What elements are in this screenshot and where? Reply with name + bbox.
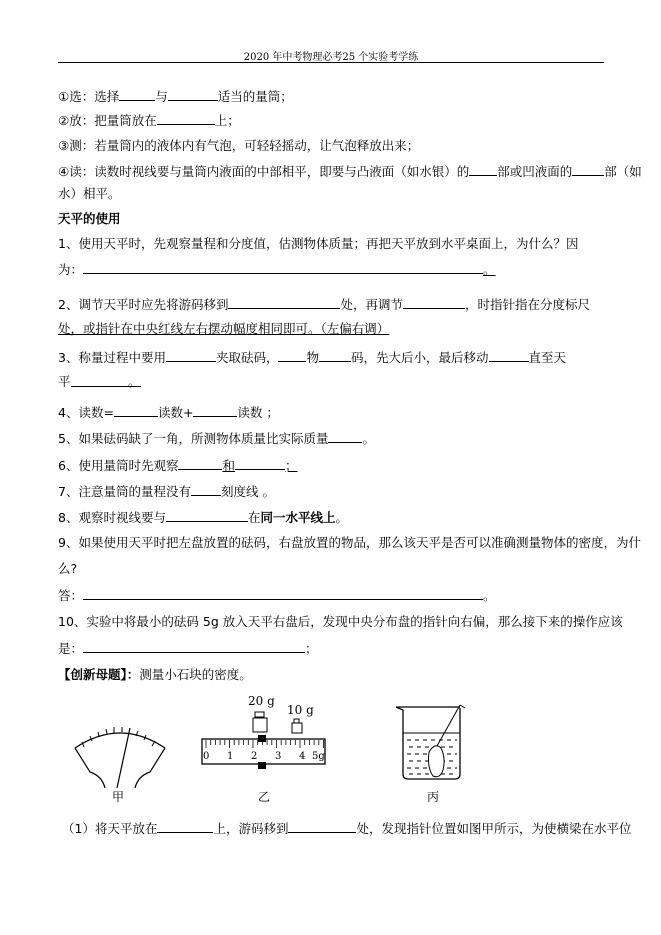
text: 码，先大后小，最后移动 (351, 350, 489, 365)
weight-label-10g: 10 g (287, 703, 314, 717)
weight-20g-knob (255, 712, 264, 717)
blank[interactable] (83, 640, 305, 653)
text: 是： (58, 641, 84, 656)
blank[interactable] (403, 296, 465, 309)
line-select (58, 88, 293, 105)
text: 与 (155, 89, 168, 104)
blank[interactable] (319, 349, 351, 362)
line-measure: ③测：若量筒内的液体内有气泡，可轻轻摇动，让气泡释放出来； (58, 138, 420, 153)
q7 (58, 483, 275, 500)
text: 5、如果砝码缺了一角，所测物体质量比实际质量 (58, 431, 329, 446)
text: 为： (58, 262, 84, 277)
text: （1）将天平放在 (62, 821, 158, 836)
text: 处，发现指针位置如图甲所示，为使横梁在水平位 (356, 821, 632, 836)
text: 。 (483, 588, 496, 603)
section-title: 天平的使用 (58, 211, 121, 226)
text: 直至天 (528, 350, 567, 365)
q9: 9、如果使用天平时把左盘放置的砝码，右盘放置的物品，那么该天平是否可以准确测量物体的密度，为什 (58, 535, 641, 550)
q3 (58, 349, 566, 366)
thread-hook (460, 705, 465, 708)
text: 7、注意量筒的量程没有 (58, 484, 191, 499)
blank[interactable] (157, 112, 215, 125)
text: ； (305, 641, 318, 656)
figure-label-jia: 甲 (112, 790, 125, 804)
q4 (58, 404, 279, 421)
blank[interactable] (114, 404, 158, 417)
q1-answer (58, 261, 496, 278)
balance-pointer-figure (70, 720, 170, 790)
q8 (58, 509, 348, 526)
text: 3、称量过程中要用 (58, 350, 166, 365)
tick-label: 5g (312, 751, 325, 762)
text: ①选：选择 (58, 89, 120, 104)
q6 (58, 457, 298, 474)
blank[interactable] (489, 349, 529, 362)
tick-label: 3 (275, 751, 282, 762)
text: 。 (362, 431, 375, 446)
blank[interactable] (278, 349, 306, 362)
beaker-figure (393, 700, 473, 780)
text: 同一水平线上 (260, 510, 336, 525)
innovation-title (58, 667, 252, 683)
blank[interactable] (191, 483, 221, 496)
text: ，时指针指在分度标尺 (464, 297, 590, 312)
header-rule (58, 62, 604, 63)
tick-label: 1 (227, 751, 234, 762)
blank[interactable] (469, 163, 497, 176)
page-header: 2020 年中考物理必考25 个实验考学练 (243, 52, 419, 63)
text: 读数+ (157, 405, 194, 420)
text: ④读：读数时视线要与量筒内液面的中部相平，即要与凸液面（如水银）的 (58, 164, 470, 179)
text: 物 (306, 350, 319, 365)
text: 夹取砝码， (215, 350, 279, 365)
blank[interactable] (166, 509, 248, 522)
dial-left-edge (75, 748, 105, 788)
text: ②放：把量筒放在 (58, 113, 157, 128)
q1: 1、使用天平时，先观察量程和分度值，估测物体质量；再把天平放到水平桌面上，为什么？因 (58, 236, 579, 251)
rider-bottom (258, 762, 266, 769)
text: 测量小石块的密度。 (139, 667, 252, 682)
rider-top (258, 735, 266, 742)
scale-arc (75, 733, 165, 748)
stone (429, 746, 445, 777)
blank[interactable] (83, 587, 483, 600)
text: （左偏右调） (320, 321, 390, 336)
q10: 10、实验中将最小的砝码 5g 放入天平右盘后，发现中央分布盘的指针向右偏，那么接下来的操作应该 (58, 614, 623, 629)
blank[interactable] (166, 349, 216, 362)
text: 2、调节天平时应先将游码移到 (58, 297, 229, 312)
text: 平 (58, 374, 71, 389)
blank[interactable] (328, 430, 362, 443)
blank[interactable] (228, 296, 340, 309)
text: 适当的量筒； (217, 89, 293, 104)
text: 。 (335, 510, 349, 525)
blank[interactable] (193, 404, 237, 417)
text: 。 (128, 374, 141, 389)
line-place (58, 112, 240, 129)
figure-label-yi: 乙 (258, 790, 271, 804)
q2 (58, 296, 590, 313)
text: 在 (247, 510, 261, 525)
blank[interactable] (235, 457, 285, 470)
pointer-needle (117, 728, 130, 788)
text: 答： (58, 588, 84, 603)
q9-cont: 么? (58, 561, 78, 576)
text: 上，游码移到 (213, 821, 289, 836)
blank[interactable] (157, 820, 213, 833)
rider-ruler-figure (200, 710, 330, 775)
figure-label-bing: 丙 (427, 790, 440, 804)
weight-10g-knob (294, 719, 299, 723)
blank[interactable] (71, 374, 141, 387)
blank[interactable] (178, 457, 222, 470)
weight-20g (253, 718, 267, 732)
text: 【创新母题】： (58, 667, 140, 682)
text: 8、观察时视线要与 (58, 510, 166, 525)
text: 6、使用量筒时先观察 (58, 458, 179, 473)
text: 4、读数= (58, 405, 114, 420)
line-read (58, 163, 642, 180)
text: 刻度线 。 (220, 484, 275, 499)
q10-answer (58, 640, 318, 657)
tick-label: 0 (203, 751, 210, 762)
text: 和 (222, 458, 235, 473)
blank[interactable] (572, 163, 604, 176)
q3-cont (58, 374, 141, 390)
q2-cont (58, 321, 389, 337)
q5 (58, 430, 375, 447)
line-read-cont: 水）相平。 (58, 186, 121, 201)
text: 处，再调节 (340, 297, 403, 312)
blank[interactable] (288, 820, 356, 833)
text: 。 (483, 262, 496, 277)
tick-label: 2 (251, 751, 258, 762)
dial-right-edge (135, 748, 165, 788)
blank[interactable] (119, 88, 155, 101)
text: 部或凹液面的 (497, 164, 573, 179)
blank[interactable] (83, 261, 483, 274)
text: 上； (214, 113, 240, 128)
sub-question-1 (62, 820, 632, 837)
text: ； (284, 458, 298, 473)
q9-answer (58, 587, 496, 604)
text: 部（如 (604, 164, 642, 179)
weight-10g (292, 723, 302, 733)
weight-label-20g: 20 g (248, 694, 275, 708)
text: 读数 ； (237, 405, 279, 420)
blank[interactable] (168, 88, 218, 101)
tick-label: 4 (299, 751, 306, 762)
text: 处，或指针在中央红线左右摆动幅度相同即可。 (58, 321, 321, 336)
